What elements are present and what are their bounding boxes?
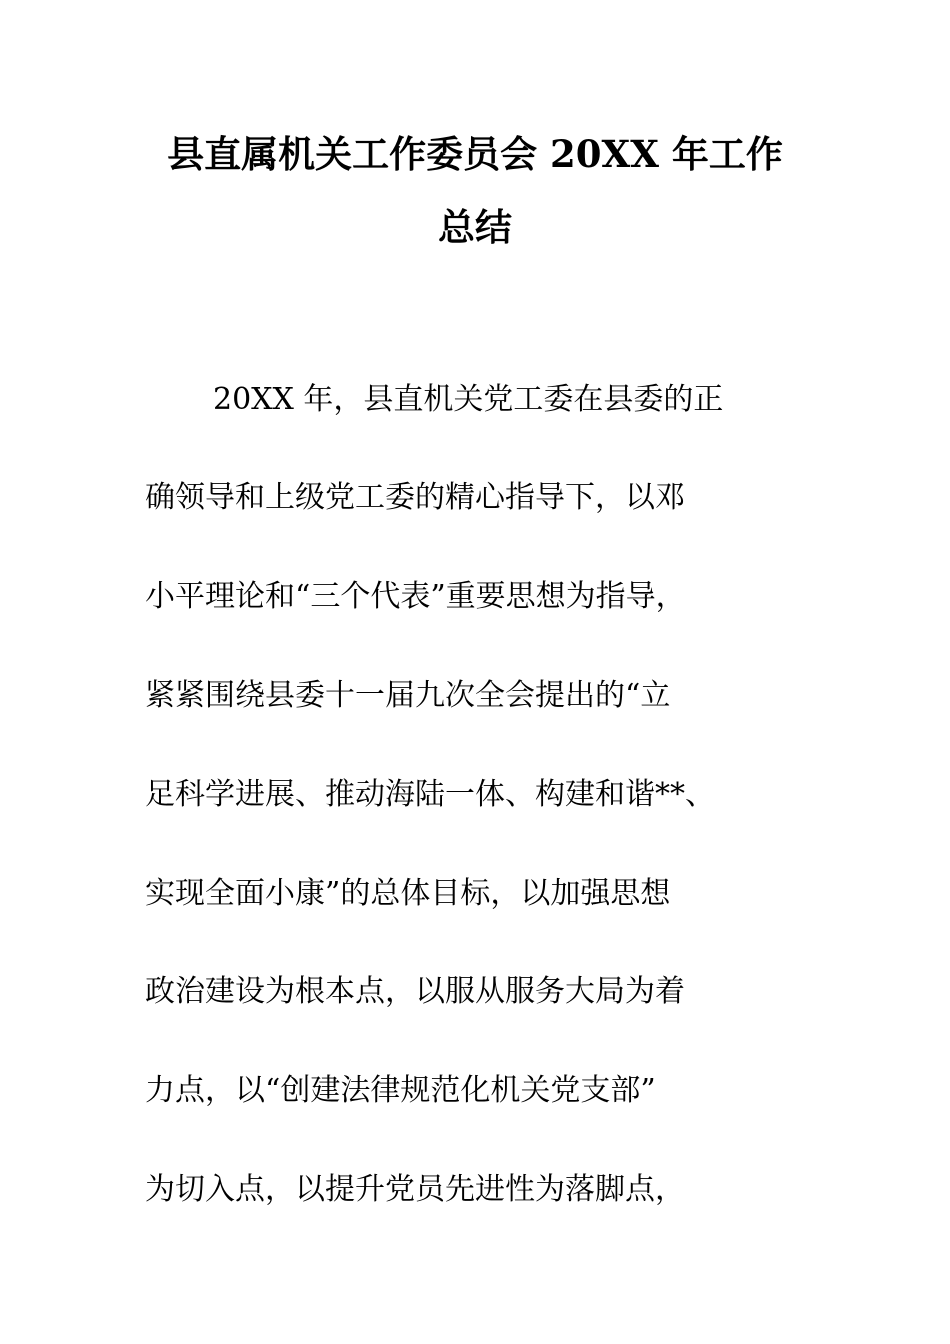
paragraph-line-8: 力点，以“创建法律规范化机关党支部” [145, 1073, 656, 1108]
document-title-line-2: 总结 [438, 205, 512, 249]
paragraph-line-1: 20XX 年，县直机关党工委在县委的正 [213, 382, 724, 417]
paragraph-line-7: 政治建设为根本点，以服从服务大局为着 [145, 974, 685, 1009]
paragraph-line-9: 为切入点，以提升党员先进性为落脚点， [145, 1172, 685, 1207]
paragraph-line-2: 确领导和上级党工委的精心指导下，以邓 [145, 480, 685, 515]
document-title-line-1: 县直属机关工作委员会 20XX 年工作 [167, 132, 783, 176]
paragraph-line-3: 小平理论和“三个代表”重要思想为指导， [145, 579, 686, 614]
paragraph-line-6: 实现全面小康”的总体目标，以加强思想 [145, 876, 671, 911]
paragraph-line-4: 紧紧围绕县委十一届九次全会提出的“立 [145, 678, 671, 713]
paragraph-line-5: 足科学进展、推动海陆一体、构建和谐**、 [145, 777, 715, 812]
